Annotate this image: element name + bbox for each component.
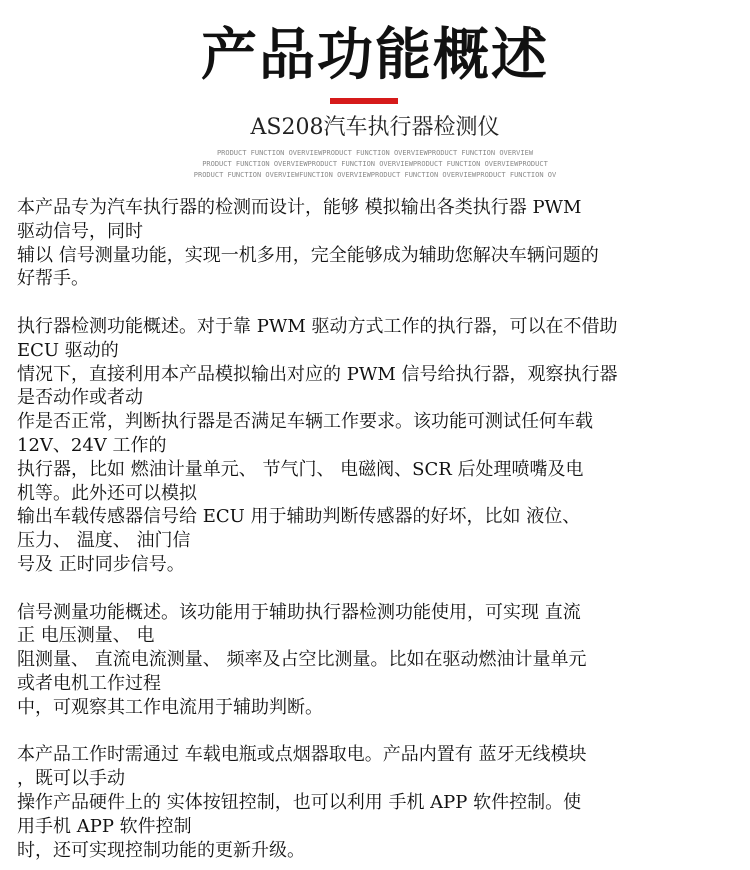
body-line: 本产品专为汽车执行器的检测而设计，能够 模拟输出各类执行器 PWM <box>17 197 582 218</box>
body-line: ，既可以手动 <box>17 768 125 790</box>
blank-line <box>17 291 739 315</box>
body-line: 中，可观察其工作电流用于辅助判断。 <box>17 696 323 718</box>
body-line: 阻测量、 直流电流测量、 频率及占空比测量。比如在驱动燃油计量单元 <box>17 649 587 671</box>
page-title: 产品功能概述 <box>201 23 549 88</box>
header <box>0 0 750 185</box>
body-line: 操作产品硬件上的 实体按钮控制，也可以利用 手机 APP 软件控制。使 <box>17 791 582 813</box>
body-line: 驱动信号，同时 <box>17 220 143 242</box>
body-line: 时，还可实现控制功能的更新升级。 <box>17 839 305 861</box>
description-body <box>17 196 739 862</box>
body-line: 输出车载传感器信号给 ECU 用于辅助判断传感器的好坏，比如 液位、 <box>17 506 581 528</box>
overview-text-line: PRODUCT FUNCTION OVERVIEWPRODUCT FUNCTION OVERVIEWPRODUCT FUNCTION OVERVIEW <box>216 149 534 157</box>
blank-line <box>17 577 739 601</box>
overview-text-line: PRODUCT FUNCTION OVERVIEWPRODUCT FUNCTION OVERVIEWPRODUCT FUNCTION OVERVIEWPRODUCT <box>202 160 548 168</box>
blank-line <box>17 720 739 744</box>
body-line: 号及 正时同步信号。 <box>17 553 185 575</box>
body-line: 好帮手。 <box>17 268 89 290</box>
body-line: 压力、 温度、 油门信 <box>17 530 191 552</box>
body-line: 是否动作或者动 <box>17 387 143 409</box>
body-line: 情况下，直接利用本产品模拟输出对应的 PWM 信号给执行器，观察执行器 <box>17 363 618 385</box>
title-underline <box>330 98 398 104</box>
body-line: 本产品工作时需通过 车载电瓶或点烟器取电。产品内置有 蓝牙无线模块 <box>17 744 587 766</box>
body-line: 机等。此外还可以模拟 <box>17 482 197 504</box>
body-line: ECU 驱动的 <box>17 339 119 361</box>
body-line: 或者电机工作过程 <box>17 672 161 694</box>
body-line: 执行器，比如 燃油计量单元、 节气门、 电磁阀、SCR 后处理喷嘴及电 <box>17 458 584 480</box>
body-line: 信号测量功能概述。该功能用于辅助执行器检测功能使用，可实现 直流 <box>17 601 581 623</box>
body-line: 辅以 信号测量功能，实现一机多用，完全能够成为辅助您解决车辆问题的 <box>17 244 599 266</box>
body-line: 正 电压测量、 电 <box>17 625 155 647</box>
product-subtitle: AS208汽车执行器检测仪 <box>250 115 500 140</box>
body-line: 作是否正常，判断执行器是否满足车辆工作要求。该功能可测试任何车载 <box>17 411 593 433</box>
overview-text-line: PRODUCT FUNCTION OVERVIEWFUNCTION OVERVIEWPRODUCT FUNCTION OVERVIEWPRODUCT FUNCTION OV <box>193 171 557 179</box>
body-line: 执行器检测功能概述。对于靠 PWM 驱动方式工作的执行器，可以在不借助 <box>17 315 618 337</box>
body-line: 12V、24V 工作的 <box>17 434 167 456</box>
body-line: 用手机 APP 软件控制 <box>17 815 192 837</box>
